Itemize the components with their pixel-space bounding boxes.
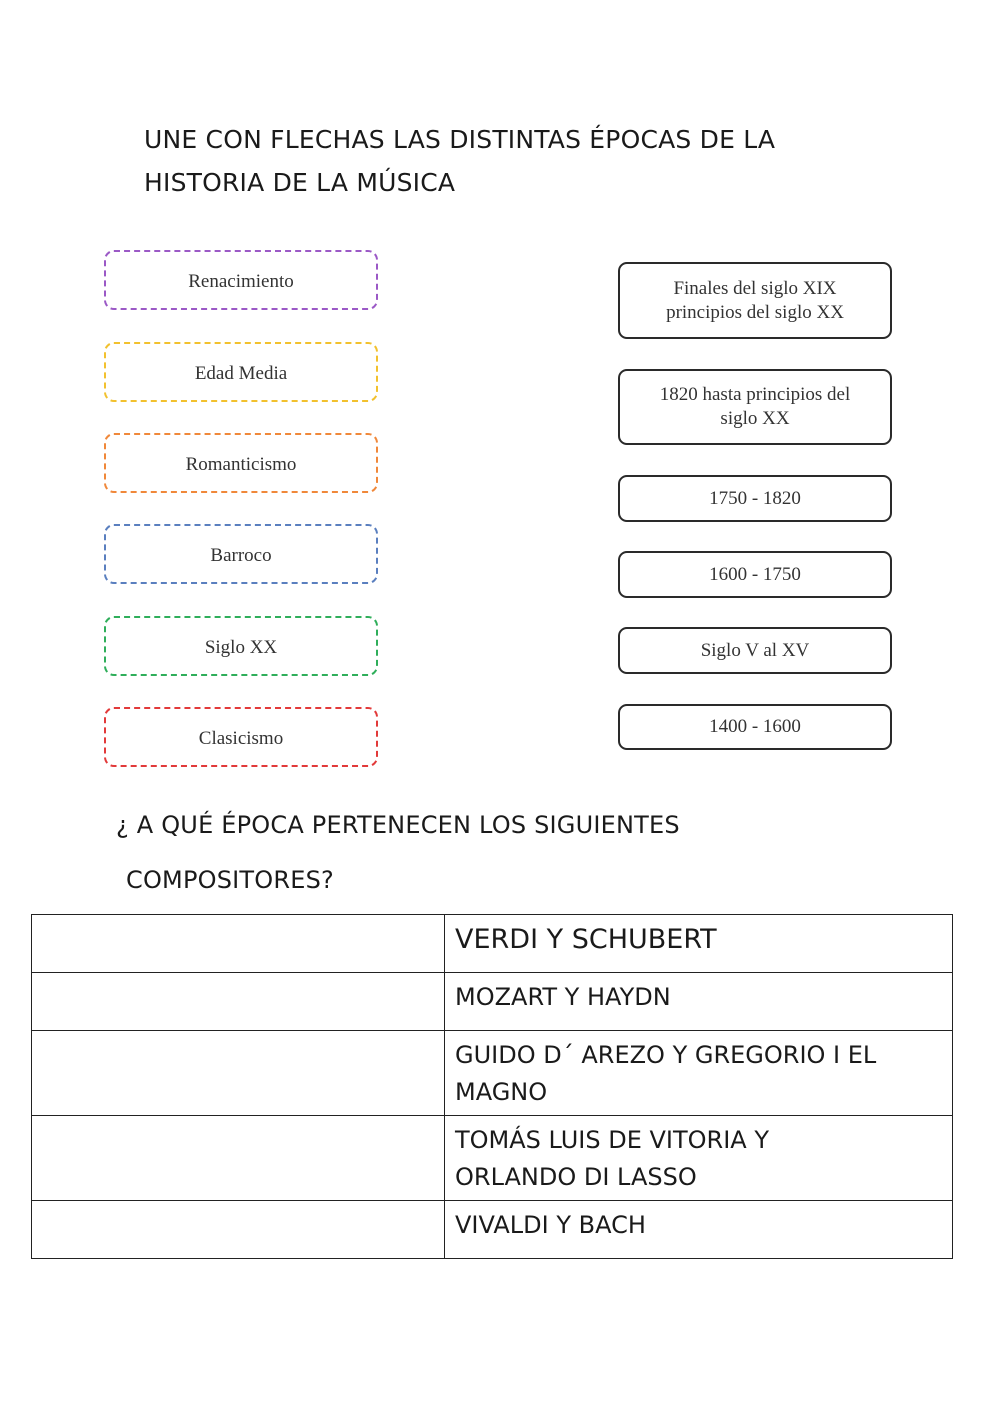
table-row: [32, 1031, 953, 1116]
epoch-box-romanticismo[interactable]: Romanticismo: [104, 433, 378, 493]
period-3-label: 1750 - 1820: [709, 487, 801, 509]
composer-line-1: VIVALDI Y BACH: [455, 1211, 646, 1239]
period-6-label: 1400 - 1600: [709, 716, 801, 737]
composer-cell: [445, 973, 953, 1031]
period-1-line-1: Finales del siglo XIX: [673, 277, 837, 299]
period-box-3[interactable]: [618, 475, 892, 522]
epoch-box-barroco[interactable]: Barroco: [104, 524, 378, 584]
answer-cell[interactable]: [32, 1201, 445, 1259]
composer-cell: [445, 1116, 953, 1201]
composer-line-1: VERDI Y SCHUBERT: [455, 924, 717, 955]
period-2-line-1: 1820 hasta principios del: [659, 384, 851, 405]
period-box-1[interactable]: [618, 262, 892, 339]
period-box-4[interactable]: [618, 551, 892, 598]
composer-cell: [445, 915, 953, 973]
composers-table: [31, 914, 953, 1259]
composer-cell: [445, 1201, 953, 1259]
composer-line-1: MOZART Y HAYDN: [455, 983, 671, 1011]
period-box-2[interactable]: [618, 369, 892, 445]
answer-cell[interactable]: [32, 915, 445, 973]
title-line-2: HISTORIA DE LA MÚSICA: [144, 168, 456, 197]
epoch-box-siglo-xx[interactable]: Siglo XX: [104, 616, 378, 676]
table-row: [32, 973, 953, 1031]
period-box-6[interactable]: [618, 704, 892, 750]
composer-line-1: GUIDO D´ AREZO Y GREGORIO I EL: [455, 1041, 877, 1069]
question-line-1: ¿ A QUÉ ÉPOCA PERTENECEN LOS SIGUIENTES: [116, 811, 680, 839]
answer-cell[interactable]: [32, 1031, 445, 1116]
composer-line-1: TOMÁS LUIS DE VITORIA Y: [455, 1126, 770, 1154]
composer-cell: [445, 1031, 953, 1116]
period-1-line-2: principios del siglo XX: [666, 301, 844, 323]
epoch-box-renacimiento[interactable]: Renacimiento: [104, 250, 378, 310]
epoch-box-edad-media[interactable]: Edad Media: [104, 342, 378, 402]
composer-line-2: ORLANDO DI LASSO: [455, 1163, 697, 1191]
answer-cell[interactable]: [32, 1116, 445, 1201]
answer-cell[interactable]: [32, 973, 445, 1031]
composer-line-2: MAGNO: [455, 1078, 548, 1106]
table-row: [32, 1116, 953, 1201]
period-5-label: Siglo V al XV: [700, 639, 810, 661]
period-4-label: 1600 - 1750: [709, 563, 801, 585]
table-row: [32, 915, 953, 973]
worksheet-title: [144, 118, 904, 204]
period-2-line-2: siglo XX: [720, 408, 790, 429]
question-line-2: COMPOSITORES?: [126, 866, 334, 894]
title-line-1: UNE CON FLECHAS LAS DISTINTAS ÉPOCAS DE LA: [144, 125, 776, 154]
table-row: [32, 1201, 953, 1259]
epoch-box-clasicismo[interactable]: Clasicismo: [104, 707, 378, 767]
period-box-5[interactable]: [618, 627, 892, 674]
